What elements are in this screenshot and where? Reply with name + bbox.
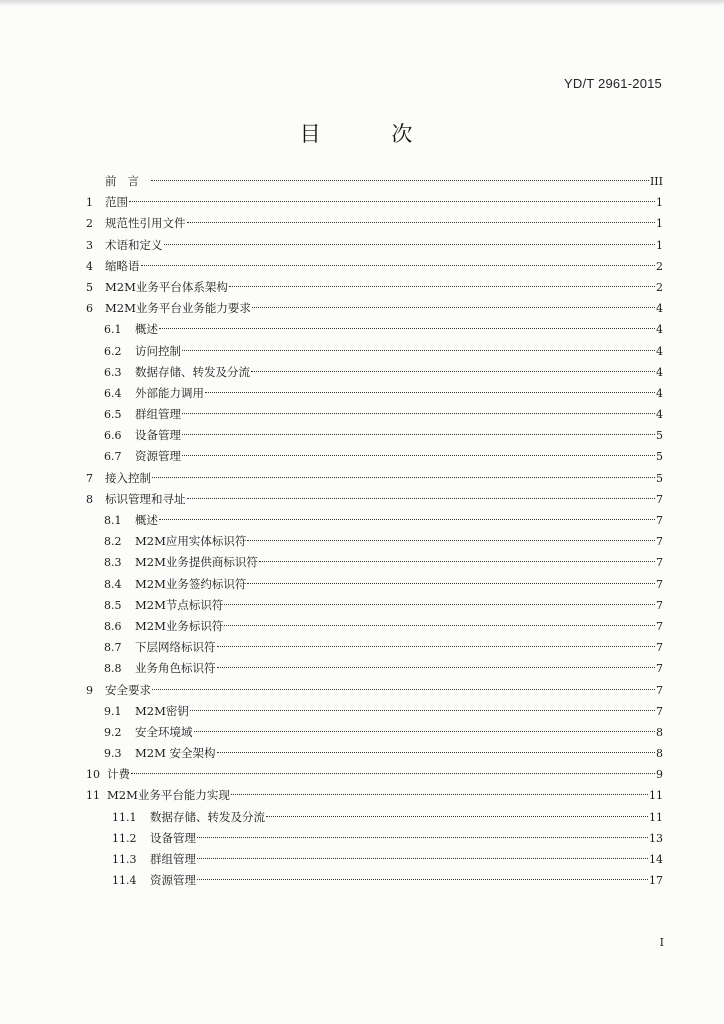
toc-entry-title: 标识管理和寻址 — [105, 491, 186, 506]
toc-entry-number: 2 — [86, 217, 93, 231]
toc-entry-page: 7 — [656, 577, 663, 591]
toc-entry[interactable] — [86, 446, 663, 467]
toc-entry[interactable] — [86, 637, 663, 658]
toc-entry-number: 8.8 — [104, 662, 122, 676]
toc-entry-title: 访问控制 — [135, 343, 181, 358]
toc-entry-title: M2M业务签约标识符 — [135, 576, 247, 591]
toc-entry-page: 13 — [649, 831, 663, 845]
toc-entry[interactable] — [86, 828, 663, 849]
toc-entry-page: 8 — [656, 747, 663, 761]
toc-entry[interactable] — [86, 235, 663, 256]
toc-entry[interactable] — [86, 785, 663, 806]
toc-entry-number: 8.1 — [104, 514, 122, 527]
toc-entry[interactable] — [86, 425, 663, 446]
toc-entry[interactable] — [86, 658, 663, 679]
dot-leader — [231, 794, 648, 795]
toc-entry-title: M2M业务提供商标识符 — [135, 555, 258, 570]
toc-entry-number: 11.2 — [112, 831, 137, 845]
dot-leader — [197, 858, 648, 859]
toc-entry-number: 8 — [86, 492, 93, 506]
toc-entry-title: 范围 — [105, 195, 128, 210]
toc-entry-page: 9 — [656, 768, 663, 782]
toc-entry-title: M2M业务平台能力实现 — [107, 788, 230, 803]
toc-entry-page: 4 — [656, 323, 663, 337]
toc-entry[interactable] — [86, 849, 663, 870]
toc-entry-page: 1 — [656, 196, 663, 210]
toc-entry-number: 8.6 — [104, 619, 122, 633]
dot-leader — [164, 244, 656, 245]
toc-entry[interactable] — [86, 192, 663, 213]
toc-entry[interactable] — [86, 807, 663, 828]
toc-entry[interactable] — [86, 574, 663, 595]
dot-leader — [194, 731, 656, 732]
dot-leader — [182, 434, 655, 435]
toc-entry[interactable] — [86, 298, 663, 319]
toc-entry-title: M2M应用实体标识符 — [135, 534, 247, 549]
toc-entry-number: 8.5 — [104, 598, 122, 612]
toc-entry-page: 5 — [656, 471, 663, 485]
toc-entry-number: 9.2 — [104, 725, 122, 739]
toc-entry-title: 前言 — [105, 174, 150, 188]
toc-entry-page: 7 — [656, 641, 663, 655]
toc-heading: 目 次 — [299, 122, 445, 146]
toc-entry-title: M2M节点标识符 — [135, 597, 224, 612]
dot-leader — [151, 180, 649, 181]
toc-entry-page: 11 — [649, 810, 663, 824]
toc-entry-number: 8.7 — [104, 641, 122, 655]
dot-leader — [182, 350, 655, 351]
toc-entry-number: 9 — [86, 683, 93, 697]
toc-entry-page: III — [649, 175, 663, 188]
toc-entry[interactable] — [86, 362, 663, 383]
dot-leader — [247, 583, 655, 584]
toc-entry-title: 安全要求 — [105, 682, 151, 697]
dot-leader — [182, 455, 655, 456]
toc-entry-number: 8.3 — [104, 556, 122, 570]
dot-leader — [251, 371, 655, 372]
toc-entry-page: 4 — [656, 408, 663, 422]
toc-entry-page: 1 — [656, 217, 663, 231]
toc-entry-page: 7 — [656, 619, 663, 633]
toc-entry[interactable] — [86, 531, 663, 552]
toc-entry-page: 7 — [656, 492, 663, 506]
dot-leader — [152, 477, 655, 478]
toc-entry-title: 缩略语 — [105, 258, 140, 273]
dot-leader — [187, 498, 656, 499]
toc-entry[interactable] — [86, 171, 663, 192]
toc-entry-number: 9.1 — [104, 704, 122, 718]
toc-entry[interactable] — [86, 341, 663, 362]
toc-entry-title: 计费 — [107, 767, 130, 782]
toc-entry-page: 4 — [656, 344, 663, 358]
toc-entry-page: 7 — [656, 598, 663, 612]
toc-entry[interactable] — [86, 680, 663, 701]
toc-entry-number: 8.2 — [104, 535, 122, 549]
toc-entry-page: 7 — [656, 662, 663, 676]
dot-leader — [224, 625, 655, 626]
toc-entry-number: 6.6 — [104, 429, 122, 443]
toc-entry-title: 业务角色标识符 — [135, 661, 216, 676]
toc-entry-title: M2M业务平台体系架构 — [105, 279, 228, 294]
toc-entry-title: 设备管理 — [150, 830, 196, 845]
toc-entry-number: 10 — [86, 768, 100, 782]
toc-entry-page: 2 — [656, 280, 663, 294]
toc-entry-title: 群组管理 — [150, 852, 196, 866]
toc-entry[interactable] — [86, 404, 663, 425]
dot-leader — [197, 837, 648, 838]
toc-entry[interactable] — [86, 510, 663, 531]
toc-entry-title: 下层网络标识符 — [135, 640, 216, 655]
dot-leader — [266, 816, 648, 817]
toc-entry-title: 数据存储、转发及分流 — [135, 364, 250, 379]
toc-entry-title: M2M密钥 — [135, 703, 189, 718]
toc-entry-number: 6.4 — [104, 386, 122, 400]
toc-entry-title: 概述 — [135, 322, 158, 337]
page-number: I — [659, 936, 664, 949]
toc-entry-title: 资源管理 — [135, 449, 181, 464]
toc-entry[interactable] — [86, 213, 663, 234]
toc-entry[interactable] — [86, 468, 663, 489]
toc-entry-title: 外部能力调用 — [135, 385, 204, 400]
dot-leader — [141, 265, 656, 266]
toc-entry-page: 7 — [656, 556, 663, 570]
toc-entry-number: 11.1 — [112, 810, 137, 824]
table-of-contents — [86, 171, 663, 891]
toc-entry-title: 设备管理 — [135, 428, 181, 443]
dot-leader — [259, 561, 655, 562]
toc-entry-page: 4 — [656, 302, 663, 316]
toc-entry[interactable] — [86, 870, 663, 891]
dot-leader — [129, 201, 655, 202]
toc-entry[interactable] — [86, 743, 663, 764]
toc-entry-number: 4 — [86, 259, 93, 273]
dot-leader — [182, 413, 655, 414]
toc-entry-number: 6.3 — [104, 365, 122, 379]
dot-leader — [159, 328, 655, 329]
dot-leader — [197, 879, 648, 880]
dot-leader — [217, 667, 656, 668]
toc-entry-page: 2 — [656, 259, 663, 273]
toc-entry-number: 6.2 — [104, 344, 122, 358]
toc-entry-number: 6.7 — [104, 450, 122, 464]
toc-entry[interactable] — [86, 383, 663, 404]
toc-entry-title: 资源管理 — [150, 873, 196, 888]
toc-entry-number: 11 — [86, 789, 100, 803]
toc-entry[interactable] — [86, 489, 663, 510]
document-code: YD/T 2961-2015 — [564, 76, 662, 91]
toc-entry-page: 7 — [656, 514, 663, 527]
toc-entry-page: 4 — [656, 365, 663, 379]
toc-entry[interactable] — [86, 616, 663, 637]
toc-entry-number: 6 — [86, 302, 93, 316]
toc-entry[interactable] — [86, 552, 663, 573]
dot-leader — [159, 519, 655, 520]
toc-entry-title: 接入控制 — [105, 470, 151, 485]
toc-entry-number: 6.5 — [104, 408, 122, 422]
toc-entry-number: 7 — [86, 471, 93, 485]
dot-leader — [217, 752, 655, 753]
toc-entry-title: M2M业务标识符 — [135, 618, 224, 633]
toc-entry-page: 11 — [649, 789, 663, 803]
toc-entry-title: M2M 安全架构 — [135, 746, 216, 761]
toc-entry-title: 术语和定义 — [105, 237, 163, 252]
toc-entry[interactable] — [86, 595, 663, 616]
toc-entry-page: 7 — [656, 683, 663, 697]
toc-entry-page: 8 — [656, 725, 663, 739]
dot-leader — [217, 646, 656, 647]
dot-leader — [152, 689, 655, 690]
toc-entry-page: 7 — [656, 535, 663, 549]
toc-entry-number: 5 — [86, 280, 93, 294]
toc-entry-number: 3 — [86, 238, 93, 252]
toc-entry-title: 规范性引用文件 — [105, 216, 186, 231]
dot-leader — [224, 604, 655, 605]
dot-leader — [229, 286, 655, 287]
toc-entry-title: 数据存储、转发及分流 — [150, 809, 265, 824]
toc-entry-page: 1 — [656, 238, 663, 252]
toc-entry[interactable] — [86, 722, 663, 743]
toc-entry-number: 9.3 — [104, 747, 122, 761]
dot-leader — [187, 222, 656, 223]
toc-entry-number: 1 — [86, 196, 93, 210]
dot-leader — [247, 540, 655, 541]
toc-entry-page: 17 — [649, 874, 663, 888]
toc-entry-number: 8.4 — [104, 577, 122, 591]
toc-entry-title: 安全环境域 — [135, 724, 193, 739]
toc-entry-page: 4 — [656, 386, 663, 400]
toc-entry-title: 概述 — [135, 513, 158, 527]
toc-entry[interactable] — [86, 701, 663, 722]
dot-leader — [252, 307, 655, 308]
toc-entry-page: 5 — [656, 450, 663, 464]
toc-entry-number: 11.3 — [112, 853, 137, 866]
toc-entry-number: 11.4 — [112, 874, 137, 888]
dot-leader — [205, 392, 655, 393]
toc-entry-title: M2M业务平台业务能力要求 — [105, 301, 251, 316]
toc-entry-title: 群组管理 — [135, 407, 181, 422]
toc-entry-number: 6.1 — [104, 323, 122, 337]
toc-entry[interactable] — [86, 256, 663, 277]
toc-entry[interactable] — [86, 277, 663, 298]
toc-entry[interactable] — [86, 764, 663, 785]
scan-edge — [0, 0, 724, 6]
toc-entry[interactable] — [86, 319, 663, 340]
toc-entry-page: 7 — [656, 704, 663, 718]
toc-entry-page: 5 — [656, 429, 663, 443]
dot-leader — [190, 710, 655, 711]
dot-leader — [131, 773, 655, 774]
toc-entry-page: 14 — [649, 853, 663, 866]
